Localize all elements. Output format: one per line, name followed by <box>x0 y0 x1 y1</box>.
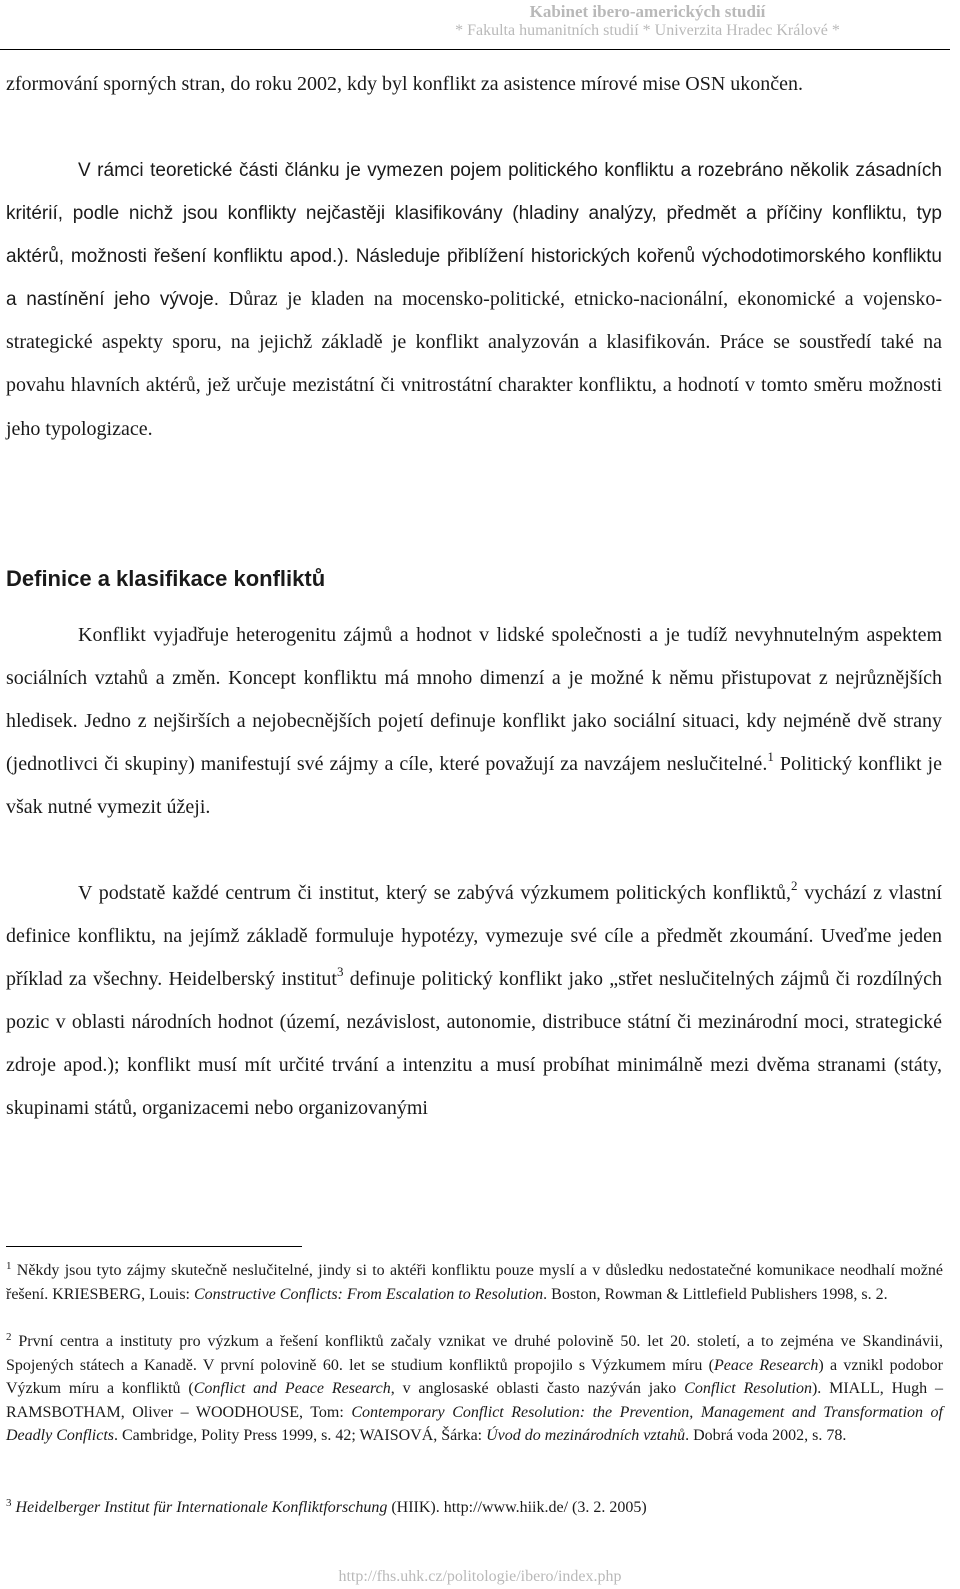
footer-url[interactable]: http://fhs.uhk.cz/politologie/ibero/index.php <box>338 1568 622 1585</box>
header-divider <box>0 49 950 50</box>
footnote-2-text-e: . Cambridge, Polity Press 1999, s. 42; WAISOVÁ, Šárka: <box>113 1427 487 1444</box>
header-institution: Kabinet ibero-amerických studií <box>529 2 766 21</box>
footnote-3 <box>6 1496 943 1520</box>
footnote-3-text: (HIIK). http://www.hiik.de/ (3. 2. 2005) <box>387 1499 647 1516</box>
footnote-2-conflict-peace-research: Conflict and Peace Research <box>193 1380 391 1397</box>
paragraph-centers-text-b: vychází z vlastní definice konfliktu, na jejímž základě formuluje hypotézy, vymezuje své cíle a předmět zkoumání. Uveďme jeden příklad za všechny. Heidelberský institut <box>6 882 942 991</box>
footnote-1 <box>6 1259 943 1306</box>
footnote-2-text-b: ) a vznikl podobor Výzkum míru a konfliktů ( <box>6 1356 944 1397</box>
footnote-ref-1[interactable]: 1 <box>767 749 774 765</box>
footnote-2-text-c: , v anglosaské oblasti často nazýván jako <box>390 1380 685 1397</box>
footnote-ref-3[interactable]: 3 <box>336 964 344 980</box>
paragraph-theory-serif-text: Důraz je kladen na mocensko-politické, etnicko-nacionální, ekonomické a vojensko-strategické aspekty sporu, na jejichž základě je konflikt analyzován a klasifikován. Práce se soustředí také na povahu hlavních aktérů, jež určuje mezistátní či vnitrostátní charakter konfliktu, a hodnotí v tomto směru možnosti jeho typologizace. <box>6 288 942 440</box>
footnote-1-number: 1 <box>6 1260 12 1272</box>
footnote-2-peace-research: Peace Research <box>714 1356 819 1374</box>
footnote-3-title: Heidelberger Institut für Internationale Konfliktforschung <box>11 1499 388 1516</box>
paragraph-definition-text-a: Konflikt vyjadřuje heterogenitu zájmů a hodnot v lidské společnosti a je tudíž nevyhnutelným aspektem sociálních vztahů a změn. Koncept konfliktu má mnoho dimenzí a je možné k němu přistupovat z nejrůznějších hledisek. Jedno z nejširších a nejobecnějších pojetí definuje konflikt jako sociální situaci, kdy nejméně dvě strany (jednotlivci či skupiny) manifestují své zájmy a cíle, které považují za navzájem neslučitelné. <box>6 624 942 776</box>
paragraph-centers-text-c: definuje politický konflikt jako „střet neslučitelných zájmů či rozdílných pozic v oblasti národních hodnot (území, nezávislost, autonomie, distribuce státní či mezinárodní moci, strategické zdroje apod.); konflikt musí mít určité trvání a intenzitu a musí probíhat minimálně mezi dvěma stranami (státy, skupinami států, organizacemi nebo organizovanými <box>6 968 942 1120</box>
footnote-1-text-a: Někdy jsou tyto zájmy skutečně neslučitelné, jindy si to aktéři konfliktu pouze myslí a v důsledku nedostatečné komunikace neodhalí možné řešení. KRIESBERG, Louis: <box>6 1262 943 1303</box>
footnote-ref-2[interactable]: 2 <box>791 878 798 893</box>
footnote-2-number: 2 <box>6 1331 12 1343</box>
paragraph-centers <box>6 872 942 1131</box>
footnote-2 <box>6 1330 943 1448</box>
footnote-1-text-b: . Boston, Rowman & Littlefield Publishers 1998, s. 2. <box>543 1285 888 1303</box>
header-faculty: * Fakulta humanitních studií * Univerzita Hradec Králové * <box>455 22 840 39</box>
paragraph-theory <box>6 149 942 451</box>
footnote-2-book-title-2: Úvod do mezinárodních vztahů <box>486 1427 686 1444</box>
paragraph-centers-text-a: V podstatě každé centrum či institut, který se zabývá výzkumem politických konfliktů, <box>78 882 792 904</box>
footnote-divider <box>6 1246 302 1247</box>
footnote-2-text-d: ). MIALL, Hugh – RAMSBOTHAM, Oliver – WOODHOUSE, Tom: <box>6 1380 943 1421</box>
footnote-2-text-f: . Dobrá voda 2002, s. 78. <box>685 1427 847 1444</box>
footnote-3-number: 3 <box>6 1497 12 1509</box>
section-heading: Definice a klasifikace konfliktů <box>6 566 326 591</box>
paragraph-theory-sans-text: V rámci teoretické části článku je vymezen pojem politického konfliktu a rozebráno několik zásadních kritérií, podle nichž jsou konflikty nejčastěji klasifikovány (hladiny analýzy, předmět a příčiny konfliktu, typ aktérů, možnosti řešení konfliktu apod.). Následuje přiblížení historických kořenů východotimorského konfliktu a nastínění jeho vývoje. <box>6 160 942 311</box>
footnote-2-book-title: Contemporary Conflict Resolution: the Prevention, Management and Transformation of Deadly Conflicts <box>6 1403 943 1444</box>
paragraph-definition-text-b: Politický konflikt je však nutné vymezit úžeji. <box>6 753 942 819</box>
footnote-1-title: Constructive Conflicts: From Escalation to Resolution <box>194 1285 544 1303</box>
paragraph-definition <box>6 614 942 829</box>
footnote-2-conflict-resolution: Conflict Resolution <box>684 1380 812 1397</box>
paragraph-intro: zformování sporných stran, do roku 2002, kdy byl konflikt za asistence mírové mise OSN ukončen. <box>6 73 804 95</box>
footnote-2-text-a: První centra a instituty pro výzkum a řešení konfliktů začaly vznikat ve druhé polovině 50. let 20. století, a to zejména ve Skandinávii, Spojených státech a Kanadě. V první polovině 60. let se studium konfliktů propojilo s Výzkumem míru ( <box>6 1333 943 1374</box>
